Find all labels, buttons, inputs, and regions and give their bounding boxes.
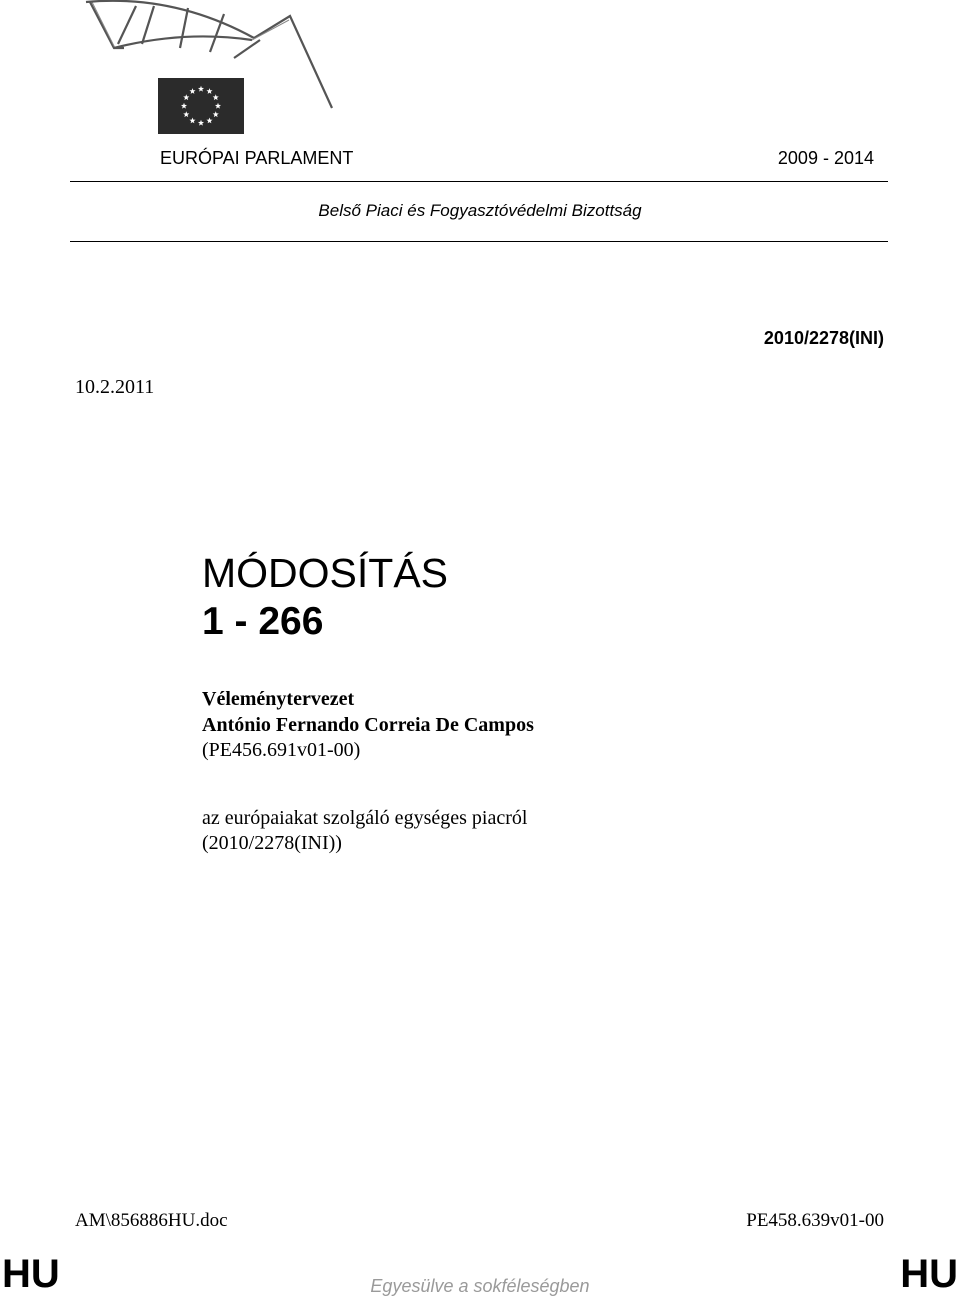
footer-document-file: AM\856886HU.doc: [75, 1210, 228, 1231]
document-title: MÓDOSÍTÁS: [202, 550, 449, 596]
procedure-reference: 2010/2278(INI): [763, 328, 884, 348]
institution-name: EURÓPAI PARLAMENT: [160, 148, 354, 168]
committee-divider: [70, 241, 888, 242]
eu-motto: Egyesülve a sokféleségben: [370, 1276, 590, 1296]
language-code-left: HU: [2, 1252, 60, 1296]
document-type: Véleménytervezet: [202, 688, 355, 710]
document-date: 10.2.2011: [75, 376, 155, 398]
subject-procedure: (2010/2278(INI)): [202, 832, 342, 854]
language-code-right: HU: [900, 1252, 958, 1296]
subject-title: az európaiakat szolgáló egységes piacról: [202, 807, 528, 829]
amendment-range: 1 - 266: [202, 600, 324, 643]
parliamentary-term: 2009 - 2014: [777, 148, 874, 168]
european-parliament-logo: [84, 0, 334, 140]
footer-pe-number: PE458.639v01-00: [746, 1210, 884, 1231]
rapporteur-name: António Fernando Correia De Campos: [202, 714, 534, 736]
committee-name: Belső Piaci és Fogyasztóvédelmi Bizottság: [318, 201, 642, 220]
pe-reference: (PE456.691v01-00): [202, 739, 361, 761]
header-divider: [70, 181, 888, 182]
